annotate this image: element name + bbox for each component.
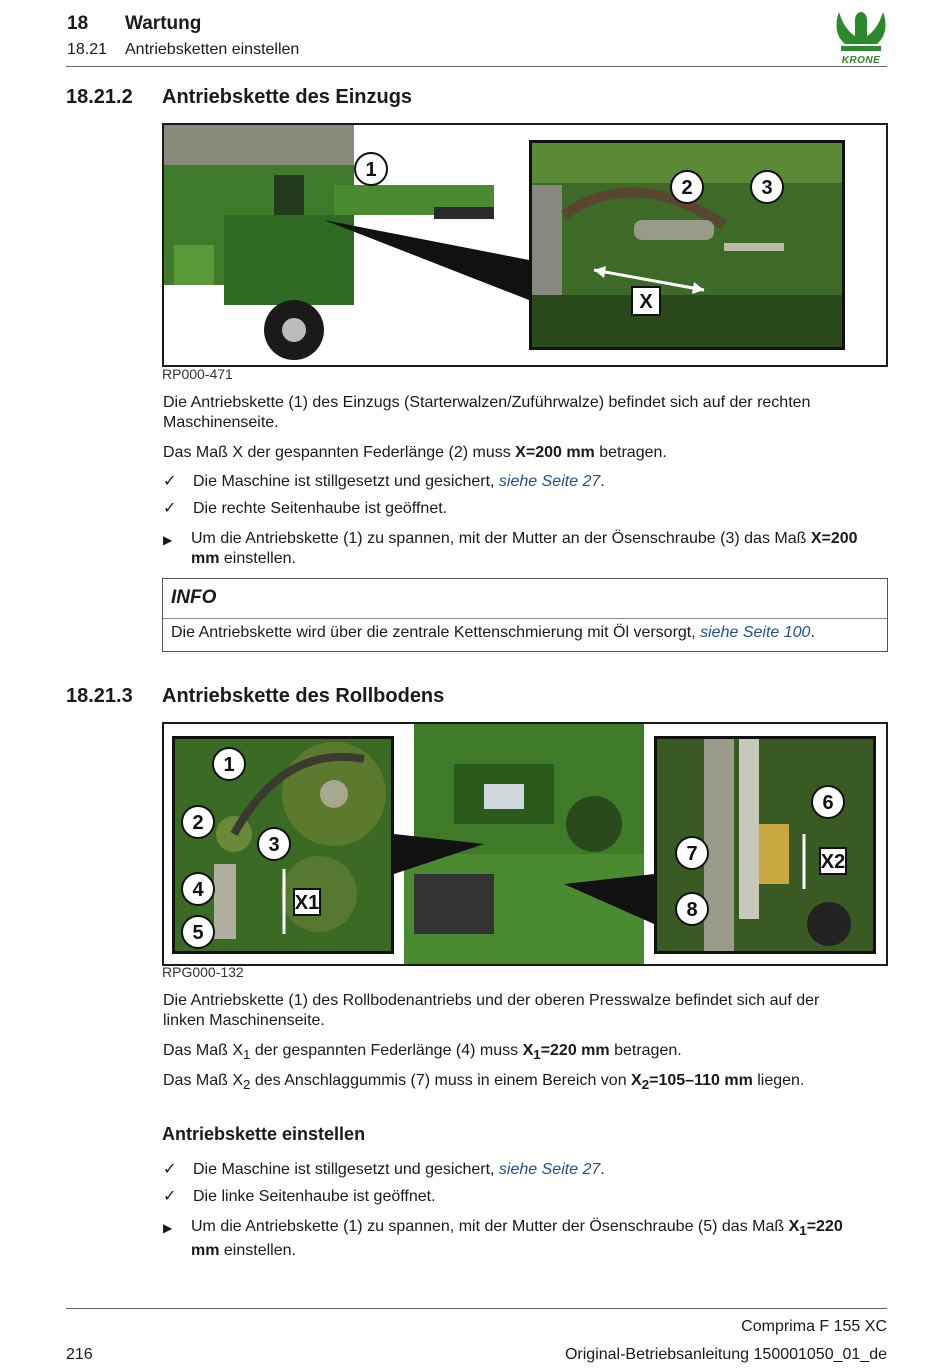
- callout-7: [674, 835, 710, 871]
- checkmark-icon: ✓: [163, 473, 177, 490]
- chapter-title: Wartung: [125, 13, 202, 34]
- subsection-title: Antriebskette des Einzugs: [162, 86, 413, 108]
- svg-text:3: 3: [268, 834, 280, 856]
- figure-feed-chain: [162, 123, 888, 367]
- prerequisite-item: ✓ Die rechte Seitenhaube ist geöffnet.: [163, 500, 448, 517]
- callout-x: [630, 285, 662, 317]
- callout-5: [180, 914, 216, 950]
- section-title: Antriebsketten einstellen: [125, 41, 300, 58]
- instruction-step: ▶ Um die Antriebskette (1) zu spannen, mit der Mutter an der Ösenschraube (3) das Maß X=200 mm einstellen.: [163, 530, 858, 567]
- callout-1: [353, 151, 389, 187]
- krone-logo: [833, 8, 889, 66]
- info-title: INFO: [171, 587, 217, 608]
- prerequisite-item: ✓ Die Maschine ist stillgesetzt und gesichert, siehe Seite 27.: [163, 473, 605, 490]
- svg-text:7: 7: [686, 843, 698, 865]
- callout-6: [810, 784, 846, 820]
- callout-3: [749, 169, 785, 205]
- footer-model: Comprima F 155 XC: [741, 1318, 887, 1335]
- krone-crown-icon: [833, 8, 889, 54]
- page-link[interactable]: siehe Seite 100: [700, 624, 811, 641]
- paragraph: Das Maß $X_1$ der gespannten Federlänge (4) muss $X_1=220$ mm betragen.: [163, 1042, 682, 1063]
- header-divider: [66, 66, 887, 67]
- subsection-number: 18.21.2: [66, 86, 133, 108]
- checkmark-icon: ✓: [163, 1188, 177, 1205]
- footer-divider: [66, 1308, 887, 1309]
- svg-text:6: 6: [822, 792, 834, 814]
- svg-text:X: X: [639, 291, 653, 313]
- paragraph: Das Maß $X_2$ des Anschlaggummis (7) muss in einem Bereich von $X_2=105-110$ mm liegen.: [163, 1072, 805, 1093]
- svg-text:4: 4: [192, 879, 204, 901]
- checkmark-icon: ✓: [163, 1161, 177, 1178]
- figure-caption: RP000-471: [162, 366, 233, 382]
- procedure-heading: Antriebskette einstellen: [162, 1124, 366, 1144]
- svg-text:2: 2: [192, 812, 204, 834]
- page-link[interactable]: siehe Seite 27: [498, 1161, 601, 1178]
- logo-wordmark: KRONE: [841, 55, 881, 66]
- paragraph: Die Antriebskette (1) des Rollbodenantriebs und der oberen Presswalze befindet sich auf der linken Maschinenseite.: [163, 992, 820, 1029]
- callout-x1: [292, 887, 322, 917]
- page-number: 216: [66, 1346, 93, 1363]
- svg-text:2: 2: [681, 177, 693, 199]
- callout-4: [180, 871, 216, 907]
- svg-text:X1: X1: [294, 892, 320, 914]
- subsection-title: Antriebskette des Rollbodens: [162, 685, 445, 707]
- callout-x2: [818, 846, 848, 876]
- checkmark-icon: ✓: [163, 500, 177, 517]
- step-arrow-icon: ▶: [163, 533, 173, 547]
- callout-2: [180, 804, 216, 840]
- prerequisite-item: ✓ Die linke Seitenhaube ist geöffnet.: [163, 1188, 436, 1205]
- page-link[interactable]: siehe Seite 27: [498, 473, 601, 490]
- svg-text:3: 3: [761, 177, 773, 199]
- callout-8: [674, 891, 710, 927]
- svg-text:X2: X2: [820, 851, 846, 873]
- subsection-number: 18.21.3: [66, 685, 133, 707]
- prerequisite-item: ✓ Die Maschine ist stillgesetzt und gesichert, siehe Seite 27.: [163, 1161, 605, 1178]
- section-number: 18.21: [67, 41, 108, 58]
- info-text: Die Antriebskette wird über die zentrale Kettenschmierung mit Öl versorgt, siehe Seite 100.: [171, 624, 815, 641]
- instruction-step: ▶ Um die Antriebskette (1) zu spannen, mit der Mutter der Ösenschraube (5) das Maß $X_1=220$ mm einstellen.: [163, 1218, 843, 1260]
- info-divider: [163, 618, 887, 619]
- callout-1: [211, 746, 247, 782]
- chapter-number: 18: [67, 13, 89, 34]
- svg-text:1: 1: [223, 754, 235, 776]
- svg-text:8: 8: [686, 899, 698, 921]
- svg-text:5: 5: [192, 922, 204, 944]
- step-arrow-icon: ▶: [163, 1221, 173, 1235]
- footer-document-id: Original-Betriebsanleitung 150001050_01_de: [564, 1346, 887, 1363]
- info-box: [162, 578, 888, 652]
- callout-3: [256, 826, 292, 862]
- figure-floor-chain: [162, 722, 888, 966]
- paragraph: Die Antriebskette (1) des Einzugs (Starterwalzen/Zuführwalze) befindet sich auf der rechten Maschinenseite.: [163, 394, 811, 431]
- callout-2: [669, 169, 705, 205]
- paragraph: Das Maß X der gespannten Federlänge (2) muss X=200 mm betragen.: [163, 444, 667, 461]
- figure-caption: RPG000-132: [162, 964, 244, 980]
- svg-text:1: 1: [365, 159, 377, 181]
